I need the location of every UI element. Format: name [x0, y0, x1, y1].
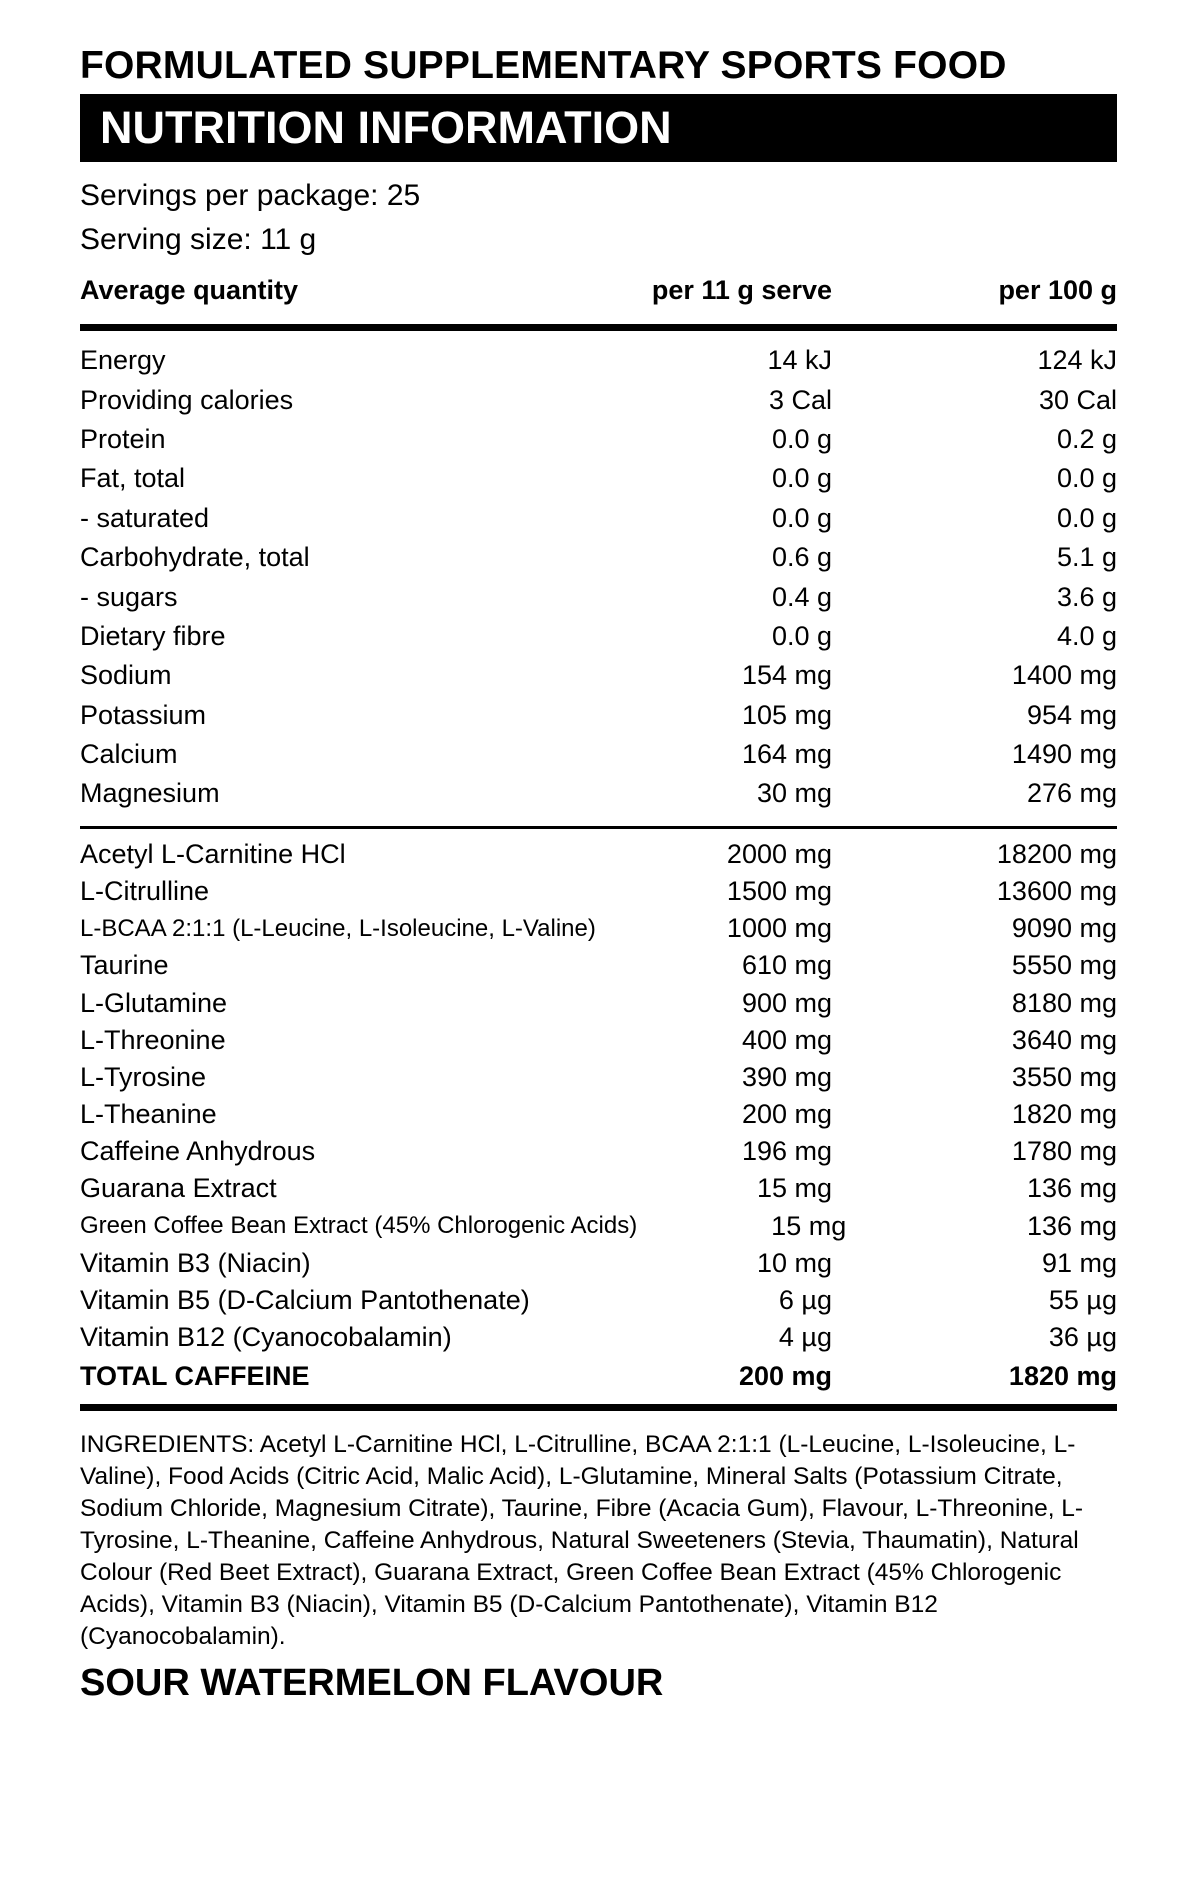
row-label: Magnesium: [80, 778, 220, 809]
row-label: Dietary fibre: [80, 620, 226, 651]
row-value-per-serve: 4 µg: [778, 1322, 832, 1353]
row-value-per-100g: 1400 mg: [1011, 660, 1117, 691]
row-value-per-serve: 105 mg: [741, 699, 832, 730]
row-value-per-100g: 36 µg: [1048, 1322, 1117, 1353]
row-value-per-serve: 164 mg: [741, 739, 832, 770]
table-row: [80, 1282, 1117, 1319]
table-row: [80, 1208, 1117, 1245]
table-row: [80, 499, 1117, 538]
row-value-per-100g: 8180 mg: [1011, 987, 1117, 1018]
row-value-per-serve: 15 mg: [756, 1173, 832, 1204]
table-row: [80, 538, 1117, 577]
row-value-per-100g: 30 Cal: [1038, 384, 1117, 415]
row-value-per-100g: 1490 mg: [1011, 739, 1117, 770]
row-label: Taurine: [80, 950, 169, 981]
row-value-per-serve: 0.0 g: [771, 502, 832, 533]
row-value-per-serve: 390 mg: [741, 1061, 832, 1092]
row-value-per-serve: 3 Cal: [768, 384, 832, 415]
row-value-per-serve: 6 µg: [778, 1285, 832, 1316]
row-label: Sodium: [80, 660, 172, 691]
product-type-heading: FORMULATED SUPPLEMENTARY SPORTS FOOD: [80, 44, 1007, 87]
row-value-per-serve: 14 kJ: [767, 345, 832, 376]
table-row: [80, 420, 1117, 459]
row-label: L-Threonine: [80, 1024, 226, 1055]
row-label: Carbohydrate, total: [80, 542, 310, 573]
table-row: [80, 947, 1117, 984]
row-value-per-serve: 1500 mg: [726, 875, 832, 906]
table-row: [80, 910, 1117, 947]
row-value-per-100g: 5.1 g: [1056, 542, 1117, 573]
table-row: [80, 1059, 1117, 1096]
row-label: Fat, total: [80, 463, 186, 494]
flavour-name: SOUR WATERMELON FLAVOUR: [80, 1661, 664, 1704]
column-header-average-quantity: Average quantity: [80, 274, 299, 305]
row-label: - saturated: [80, 502, 210, 533]
row-value-per-serve: 15 mg: [771, 1210, 847, 1241]
table-row: [80, 774, 1117, 813]
nutrition-information-title: NUTRITION INFORMATION: [80, 94, 1117, 162]
row-label: Providing calories: [80, 384, 294, 415]
row-value-per-100g: 1780 mg: [1011, 1136, 1117, 1167]
row-value-per-100g: 136 mg: [1026, 1173, 1117, 1204]
row-value-per-100g: 954 mg: [1026, 699, 1117, 730]
total-caffeine-per-serve: 200 mg: [738, 1360, 832, 1391]
row-value-per-serve: 0.0 g: [771, 620, 832, 651]
row-label: Calcium: [80, 739, 178, 770]
header-divider: [80, 324, 1117, 331]
table-row: [80, 577, 1117, 616]
footer-divider: [80, 1404, 1117, 1411]
row-value-per-100g: 136 mg: [1026, 1210, 1117, 1241]
servings-per-package: Servings per package: 25: [80, 179, 421, 212]
row-value-per-100g: 91 mg: [1041, 1247, 1117, 1278]
nutrition-label: [80, 30, 1117, 1706]
row-label: Vitamin B12 (Cyanocobalamin): [80, 1322, 452, 1353]
row-value-per-100g: 18200 mg: [996, 838, 1117, 869]
row-value-per-serve: 610 mg: [741, 950, 832, 981]
row-value-per-100g: 0.2 g: [1056, 423, 1117, 454]
row-value-per-serve: 154 mg: [741, 660, 832, 691]
row-value-per-serve: 0.4 g: [771, 581, 832, 612]
row-value-per-100g: 5550 mg: [1011, 950, 1117, 981]
row-label: L-Theanine: [80, 1099, 217, 1130]
table-row: [80, 1245, 1117, 1282]
row-value-per-100g: 3640 mg: [1011, 1024, 1117, 1055]
table-row: [80, 1170, 1117, 1207]
table-row: [80, 836, 1117, 873]
row-value-per-serve: 200 mg: [741, 1099, 832, 1130]
total-caffeine-row: [80, 1356, 1117, 1395]
table-row: [80, 735, 1117, 774]
row-label: L-BCAA 2:1:1 (L-Leucine, L-Isoleucine, L-Valine): [80, 914, 596, 942]
table-row: [80, 459, 1117, 498]
row-label: - sugars: [80, 581, 178, 612]
row-value-per-100g: 0.0 g: [1056, 463, 1117, 494]
row-label: Protein: [80, 423, 166, 454]
row-value-per-100g: 3.6 g: [1056, 581, 1117, 612]
table-row: [80, 1096, 1117, 1133]
column-header-per-serve: per 11 g serve: [651, 274, 832, 305]
row-label: Vitamin B5 (D-Calcium Pantothenate): [80, 1285, 530, 1316]
row-value-per-100g: 13600 mg: [996, 875, 1117, 906]
row-value-per-serve: 1000 mg: [726, 913, 832, 944]
nutrient-rows: [80, 331, 1117, 826]
row-value-per-serve: 196 mg: [741, 1136, 832, 1167]
row-label: Acetyl L-Carnitine HCl: [80, 838, 346, 869]
table-row: [80, 617, 1117, 656]
table-row: [80, 1022, 1117, 1059]
row-value-per-serve: 0.0 g: [771, 423, 832, 454]
table-row: [80, 380, 1117, 419]
row-value-per-100g: 55 µg: [1048, 1285, 1117, 1316]
table-row: [80, 984, 1117, 1021]
row-value-per-serve: 400 mg: [741, 1024, 832, 1055]
serving-size: Serving size: 11 g: [80, 223, 317, 256]
row-value-per-serve: 0.6 g: [771, 542, 832, 573]
row-value-per-serve: 10 mg: [756, 1247, 832, 1278]
total-caffeine-per-100g: 1820 mg: [1008, 1360, 1117, 1391]
row-label: L-Tyrosine: [80, 1061, 207, 1092]
table-header-row: [80, 268, 1117, 312]
row-label: Guarana Extract: [80, 1173, 277, 1204]
row-label: Caffeine Anhydrous: [80, 1136, 316, 1167]
row-label: Potassium: [80, 699, 207, 730]
total-caffeine-label: TOTAL CAFFEINE: [80, 1360, 310, 1391]
row-label: Energy: [80, 345, 166, 376]
row-value-per-100g: 1820 mg: [1011, 1099, 1117, 1130]
row-label: Green Coffee Bean Extract (45% Chlorogenic Acids): [80, 1212, 638, 1240]
row-value-per-serve: 0.0 g: [771, 463, 832, 494]
row-value-per-serve: 2000 mg: [726, 838, 832, 869]
active-ingredient-rows: [80, 829, 1117, 1357]
row-value-per-100g: 3550 mg: [1011, 1061, 1117, 1092]
row-value-per-100g: 124 kJ: [1037, 345, 1117, 376]
row-label: L-Citrulline: [80, 875, 210, 906]
table-row: [80, 696, 1117, 735]
ingredients-text: INGREDIENTS: Acetyl L-Carnitine HCl, L-Citrulline, BCAA 2:1:1 (L-Leucine, L-Isoleucine, L-Valine), Food Acids (Citric Acid, Malic Acid), L-Glutamine, Mineral Salts (Potassium Citrate, Sodium Chloride, Magnesium Citrate), Taurine, Fibre (Acacia Gum), Flavour, L-Threonine, L-Tyrosine, L-Theanine, Caffeine Anhydrous, Natural Sweeteners (Stevia, Thaumatin), Natural Colour (Red Beet Extract), Guarana Extract, Green Coffee Bean Extract (45% Chlorogenic Acids), Vitamin B3 (Niacin), Vitamin B5 (D-Calcium Pantothenate), Vitamin B12 (Cyanocobalamin).: [80, 1430, 1084, 1650]
row-value-per-100g: 276 mg: [1026, 778, 1117, 809]
row-value-per-100g: 4.0 g: [1056, 620, 1117, 651]
serving-info: [80, 174, 1117, 262]
table-row: [80, 341, 1117, 380]
row-label: Vitamin B3 (Niacin): [80, 1247, 311, 1278]
row-value-per-100g: 0.0 g: [1056, 502, 1117, 533]
column-header-per-100g: per 100 g: [998, 274, 1117, 305]
row-value-per-100g: 9090 mg: [1011, 913, 1117, 944]
row-label: L-Glutamine: [80, 987, 228, 1018]
table-row: [80, 1319, 1117, 1356]
table-row: [80, 873, 1117, 910]
table-row: [80, 1133, 1117, 1170]
table-row: [80, 656, 1117, 695]
row-value-per-serve: 30 mg: [756, 778, 832, 809]
row-value-per-serve: 900 mg: [741, 987, 832, 1018]
